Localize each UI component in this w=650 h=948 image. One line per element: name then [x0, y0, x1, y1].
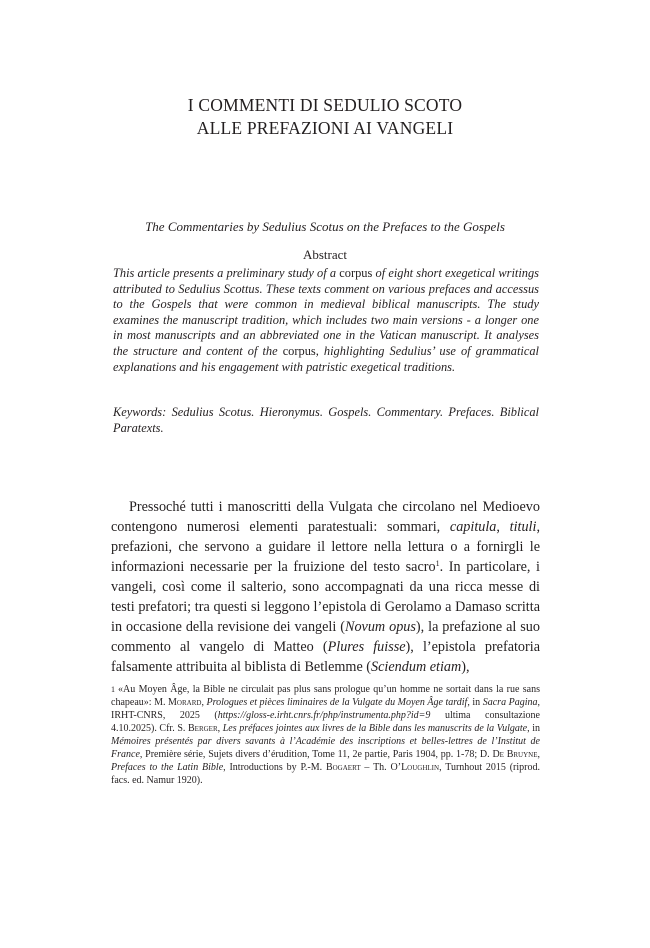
article-title-line-1: I COMMENTI DI SEDULIO SCOTO [187, 95, 463, 115]
abstract-segment: , highlighting Sedulius’ use of grammatical explanations and his engagement with patristic exegetical traditions. [113, 343, 539, 374]
work-title: Les préfaces jointes aux livres de la Bible dans les manuscrits de la Vulgate [222, 723, 528, 734]
article-title-line-2: ALLE PREFAZIONI AI VANGELI [196, 118, 454, 138]
term-plures-fuisse: Plures fuisse [327, 639, 406, 655]
body-segment: ), [461, 659, 470, 675]
body-segment: , [496, 519, 510, 535]
footnote-url-link[interactable]: https://gloss-e.irht.cnrs.fr/php/instrumenta.php?id=9 [217, 710, 431, 721]
english-title: The Commentaries by Sedulius Scotus on the Prefaces to the Gospels [145, 219, 505, 234]
work-title: Sacra Pagina [482, 697, 538, 708]
footnote-1 [111, 683, 540, 787]
term-capitula: capitula [449, 519, 497, 535]
author-name: Bogaert [325, 762, 361, 773]
keywords: Keywords: Sedulius Scotus. Hieronymus. Gospels. Commentary. Prefaces. Biblical Paratexts. [113, 405, 539, 435]
abstract-heading: Abstract [302, 247, 348, 262]
footnote-reference[interactable]: 1 [435, 559, 440, 568]
footnote-segment: , [537, 749, 540, 760]
abstract-text [113, 266, 539, 375]
footnote-segment: , Turnhout 2015 (riprod. facs. ed. Namur 1920). [111, 762, 540, 786]
author-name: De Bruyne [492, 749, 538, 760]
term-sciendum-etiam: Sciendum etiam [371, 659, 462, 675]
abstract-term-corpus: corpus [282, 343, 316, 358]
footnote-segment: – Th. [360, 762, 391, 773]
footnote-number: 1 [111, 685, 115, 694]
footnote-segment: «Au Moyen Âge, la Bible ne circulait pas plus sans prologue qu’un homme ne sortait dans la rue sans chapeau»: M. [111, 684, 540, 708]
footnote-segment: , IRHT-CNRS, 2025 ( [111, 697, 541, 721]
author-name: Morard [168, 697, 202, 708]
term-novum-opus: Novum opus [344, 619, 416, 635]
footnote-segment: , Introductions by P.-M. [223, 762, 326, 773]
footnote-segment: , in [467, 697, 483, 708]
author-name: Berger [188, 723, 218, 734]
footnote-segment: , in [527, 723, 541, 734]
body-paragraph [111, 497, 540, 677]
footnote-segment: , [217, 723, 223, 734]
abstract-segment: This article presents a preliminary study of a [113, 266, 340, 280]
abstract-term-corpus: corpus [339, 266, 373, 280]
body-segment: . In particolare, i vangeli, così come il salterio, sono accompagnati da una ricca messe di testi prefatori; tra questi si leggono l’epistola di Gerolamo a Damaso scritta in occasione della revisione dei vangeli ( [111, 559, 540, 635]
footnote-segment: ultima consultazione 4.10.2025). Cfr. S. [111, 710, 540, 734]
footnote-segment: , [201, 697, 207, 708]
body-segment: , prefazioni, che servono a guidare il lettore nella lettura o a fornirgli le informazioni necessarie per la fruizione del testo sacro [111, 519, 540, 575]
abstract-segment: of eight short exegetical writings attributed to Sedulius Scottus. These texts comment on various prefaces and accessus to the Gospels that were common in medieval biblical manuscripts. The study examines the manuscript tradition, which includes two main versions - a longer one in most manuscripts and an abbreviated one in the Vatican manuscript. It analyses the structure and content of the [113, 266, 539, 358]
footnote-segment: , Première série, Sujets divers d’érudition, Tome 11, 2e partie, Paris 1904, pp. 1-78; D. [139, 749, 493, 760]
work-title: Prefaces to the Latin Bible [111, 762, 224, 773]
body-segment: ), l’epistola prefatoria falsamente attribuita al biblista di Betlemme ( [111, 639, 540, 675]
work-title: Prologues et pièces liminaires de la Vulgate du Moyen Âge tardif [206, 697, 468, 708]
term-tituli: tituli [509, 519, 537, 535]
author-name: O’Loughlin [390, 762, 440, 773]
article-title [0, 94, 650, 140]
work-title: Mémoires présentés par divers savants à l’Académie des inscriptions et belles-lettres de l’Institut de France [111, 736, 540, 760]
body-segment: ), la prefazione al suo commento al vangelo di Matteo ( [111, 619, 540, 655]
body-segment: Pressoché tutti i manoscritti della Vulgata che circolano nel Medioevo contengono numerosi elementi paratestuali: sommari, [111, 499, 540, 535]
